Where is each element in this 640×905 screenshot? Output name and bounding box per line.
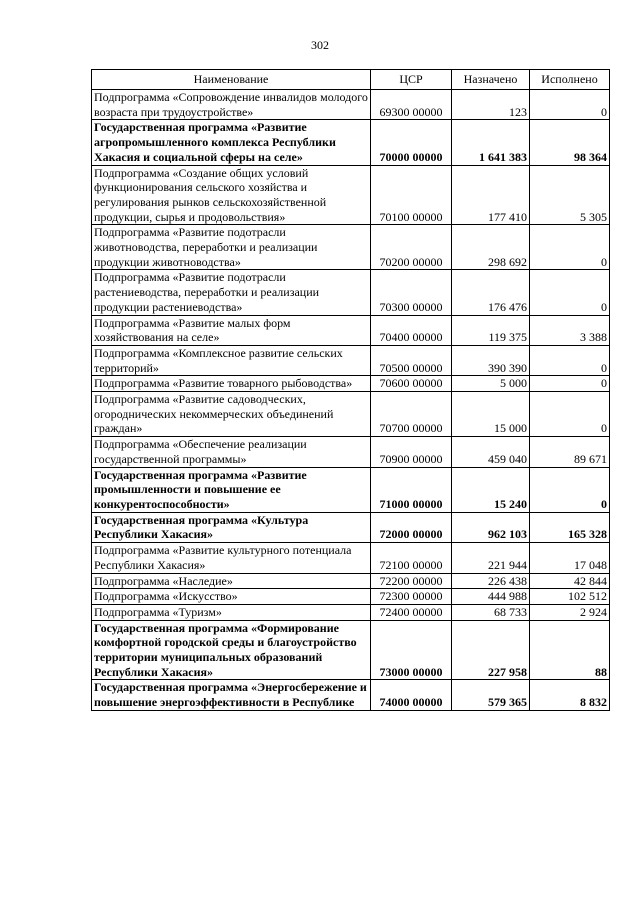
table-row	[92, 376, 610, 392]
row-executed-cell: 3 388	[530, 315, 610, 345]
row-assigned-cell: 123	[452, 90, 530, 120]
row-executed-cell: 0	[530, 225, 610, 270]
table-row	[92, 345, 610, 375]
row-name-cell: Подпрограмма «Туризм»	[92, 604, 371, 620]
row-executed-cell: 0	[530, 376, 610, 392]
row-name-cell: Подпрограмма «Искусство»	[92, 589, 371, 605]
row-name-cell: Подпрограмма «Наследие»	[92, 573, 371, 589]
row-name-cell: Государственная программа «Развитие агропромышленного комплекса Республики Хакасия и социальной сферы на селе»	[92, 120, 371, 165]
page-number: 302	[311, 38, 329, 52]
row-executed-cell: 102 512	[530, 589, 610, 605]
row-assigned-cell: 15 240	[452, 467, 530, 512]
row-assigned-cell: 298 692	[452, 225, 530, 270]
row-assigned-cell: 227 958	[452, 620, 530, 680]
row-executed-cell: 0	[530, 345, 610, 375]
row-executed-cell: 2 924	[530, 604, 610, 620]
row-executed-cell: 0	[530, 467, 610, 512]
header-csr: ЦСР	[371, 70, 452, 90]
row-assigned-cell: 444 988	[452, 589, 530, 605]
row-assigned-cell: 15 000	[452, 392, 530, 437]
row-csr-cell: 72400 00000	[371, 604, 452, 620]
row-csr-cell: 70700 00000	[371, 392, 452, 437]
row-name-cell: Государственная программа «Энергосбережение и повышение энергоэффективности в Республике	[92, 680, 371, 710]
row-executed-cell: 98 364	[530, 120, 610, 165]
table-row	[92, 315, 610, 345]
table-row	[92, 573, 610, 589]
row-name-cell: Подпрограмма «Развитие культурного потенциала Республики Хакасия»	[92, 543, 371, 573]
table-row	[92, 620, 610, 680]
row-csr-cell: 70900 00000	[371, 437, 452, 467]
table-row	[92, 165, 610, 225]
row-name-cell: Подпрограмма «Создание общих условий функционирования сельского хозяйства и регулирования рынков сельскохозяйственной продукции, сырья и продовольствия»	[92, 165, 371, 225]
table-row	[92, 225, 610, 270]
row-assigned-cell: 68 733	[452, 604, 530, 620]
table-row	[92, 589, 610, 605]
table-row	[92, 512, 610, 542]
header-executed: Исполнено	[530, 70, 610, 90]
row-name-cell: Государственная программа «Развитие промышленности и повышение ее конкурентоспособности»	[92, 467, 371, 512]
row-csr-cell: 73000 00000	[371, 620, 452, 680]
header-assigned: Назначено	[452, 70, 530, 90]
row-executed-cell: 5 305	[530, 165, 610, 225]
table-row	[92, 543, 610, 573]
row-assigned-cell: 5 000	[452, 376, 530, 392]
row-assigned-cell: 1 641 383	[452, 120, 530, 165]
row-executed-cell: 88	[530, 620, 610, 680]
row-executed-cell: 42 844	[530, 573, 610, 589]
row-name-cell: Подпрограмма «Развитие товарного рыбоводства»	[92, 376, 371, 392]
row-csr-cell: 70200 00000	[371, 225, 452, 270]
row-executed-cell: 0	[530, 90, 610, 120]
row-name-cell: Подпрограмма «Комплексное развитие сельских территорий»	[92, 345, 371, 375]
row-name-cell: Подпрограмма «Развитие подотрасли животноводства, переработки и реализации продукции животноводства»	[92, 225, 371, 270]
row-csr-cell: 72000 00000	[371, 512, 452, 542]
row-name-cell: Подпрограмма «Развитие подотрасли растениеводства, переработки и реализации продукции растениеводства»	[92, 270, 371, 315]
row-assigned-cell: 459 040	[452, 437, 530, 467]
table-row	[92, 604, 610, 620]
table-row	[92, 467, 610, 512]
row-csr-cell: 70100 00000	[371, 165, 452, 225]
row-csr-cell: 71000 00000	[371, 467, 452, 512]
row-name-cell: Подпрограмма «Сопровождение инвалидов молодого возраста при трудоустройстве»	[92, 90, 371, 120]
budget-execution-table	[91, 69, 610, 711]
row-executed-cell: 89 671	[530, 437, 610, 467]
row-executed-cell: 0	[530, 392, 610, 437]
header-name: Наименование	[92, 70, 371, 90]
row-executed-cell: 8 832	[530, 680, 610, 710]
row-csr-cell: 70600 00000	[371, 376, 452, 392]
row-name-cell: Государственная программа «Культура Республики Хакасия»	[92, 512, 371, 542]
row-assigned-cell: 176 476	[452, 270, 530, 315]
table-row	[92, 270, 610, 315]
row-csr-cell: 74000 00000	[371, 680, 452, 710]
table-row	[92, 392, 610, 437]
row-csr-cell: 72100 00000	[371, 543, 452, 573]
row-assigned-cell: 579 365	[452, 680, 530, 710]
row-name-cell: Государственная программа «Формирование комфортной городской среды и благоустройство территории муниципальных образований Республики Хакасия»	[92, 620, 371, 680]
table-row	[92, 90, 610, 120]
row-assigned-cell: 177 410	[452, 165, 530, 225]
row-csr-cell: 70500 00000	[371, 345, 452, 375]
table-row	[92, 680, 610, 710]
row-assigned-cell: 119 375	[452, 315, 530, 345]
row-assigned-cell: 390 390	[452, 345, 530, 375]
table-row	[92, 120, 610, 165]
row-csr-cell: 72300 00000	[371, 589, 452, 605]
row-executed-cell: 0	[530, 270, 610, 315]
row-name-cell: Подпрограмма «Развитие малых форм хозяйствования на селе»	[92, 315, 371, 345]
table-body	[92, 90, 610, 711]
row-executed-cell: 17 048	[530, 543, 610, 573]
row-assigned-cell: 226 438	[452, 573, 530, 589]
row-name-cell: Подпрограмма «Развитие садоводческих, огороднических некоммерческих объединений граждан»	[92, 392, 371, 437]
row-name-cell: Подпрограмма «Обеспечение реализации государственной программы»	[92, 437, 371, 467]
row-executed-cell: 165 328	[530, 512, 610, 542]
row-csr-cell: 70300 00000	[371, 270, 452, 315]
row-csr-cell: 72200 00000	[371, 573, 452, 589]
table-header-row	[92, 70, 610, 90]
row-csr-cell: 69300 00000	[371, 90, 452, 120]
row-csr-cell: 70000 00000	[371, 120, 452, 165]
row-csr-cell: 70400 00000	[371, 315, 452, 345]
row-assigned-cell: 221 944	[452, 543, 530, 573]
table-row	[92, 437, 610, 467]
row-assigned-cell: 962 103	[452, 512, 530, 542]
